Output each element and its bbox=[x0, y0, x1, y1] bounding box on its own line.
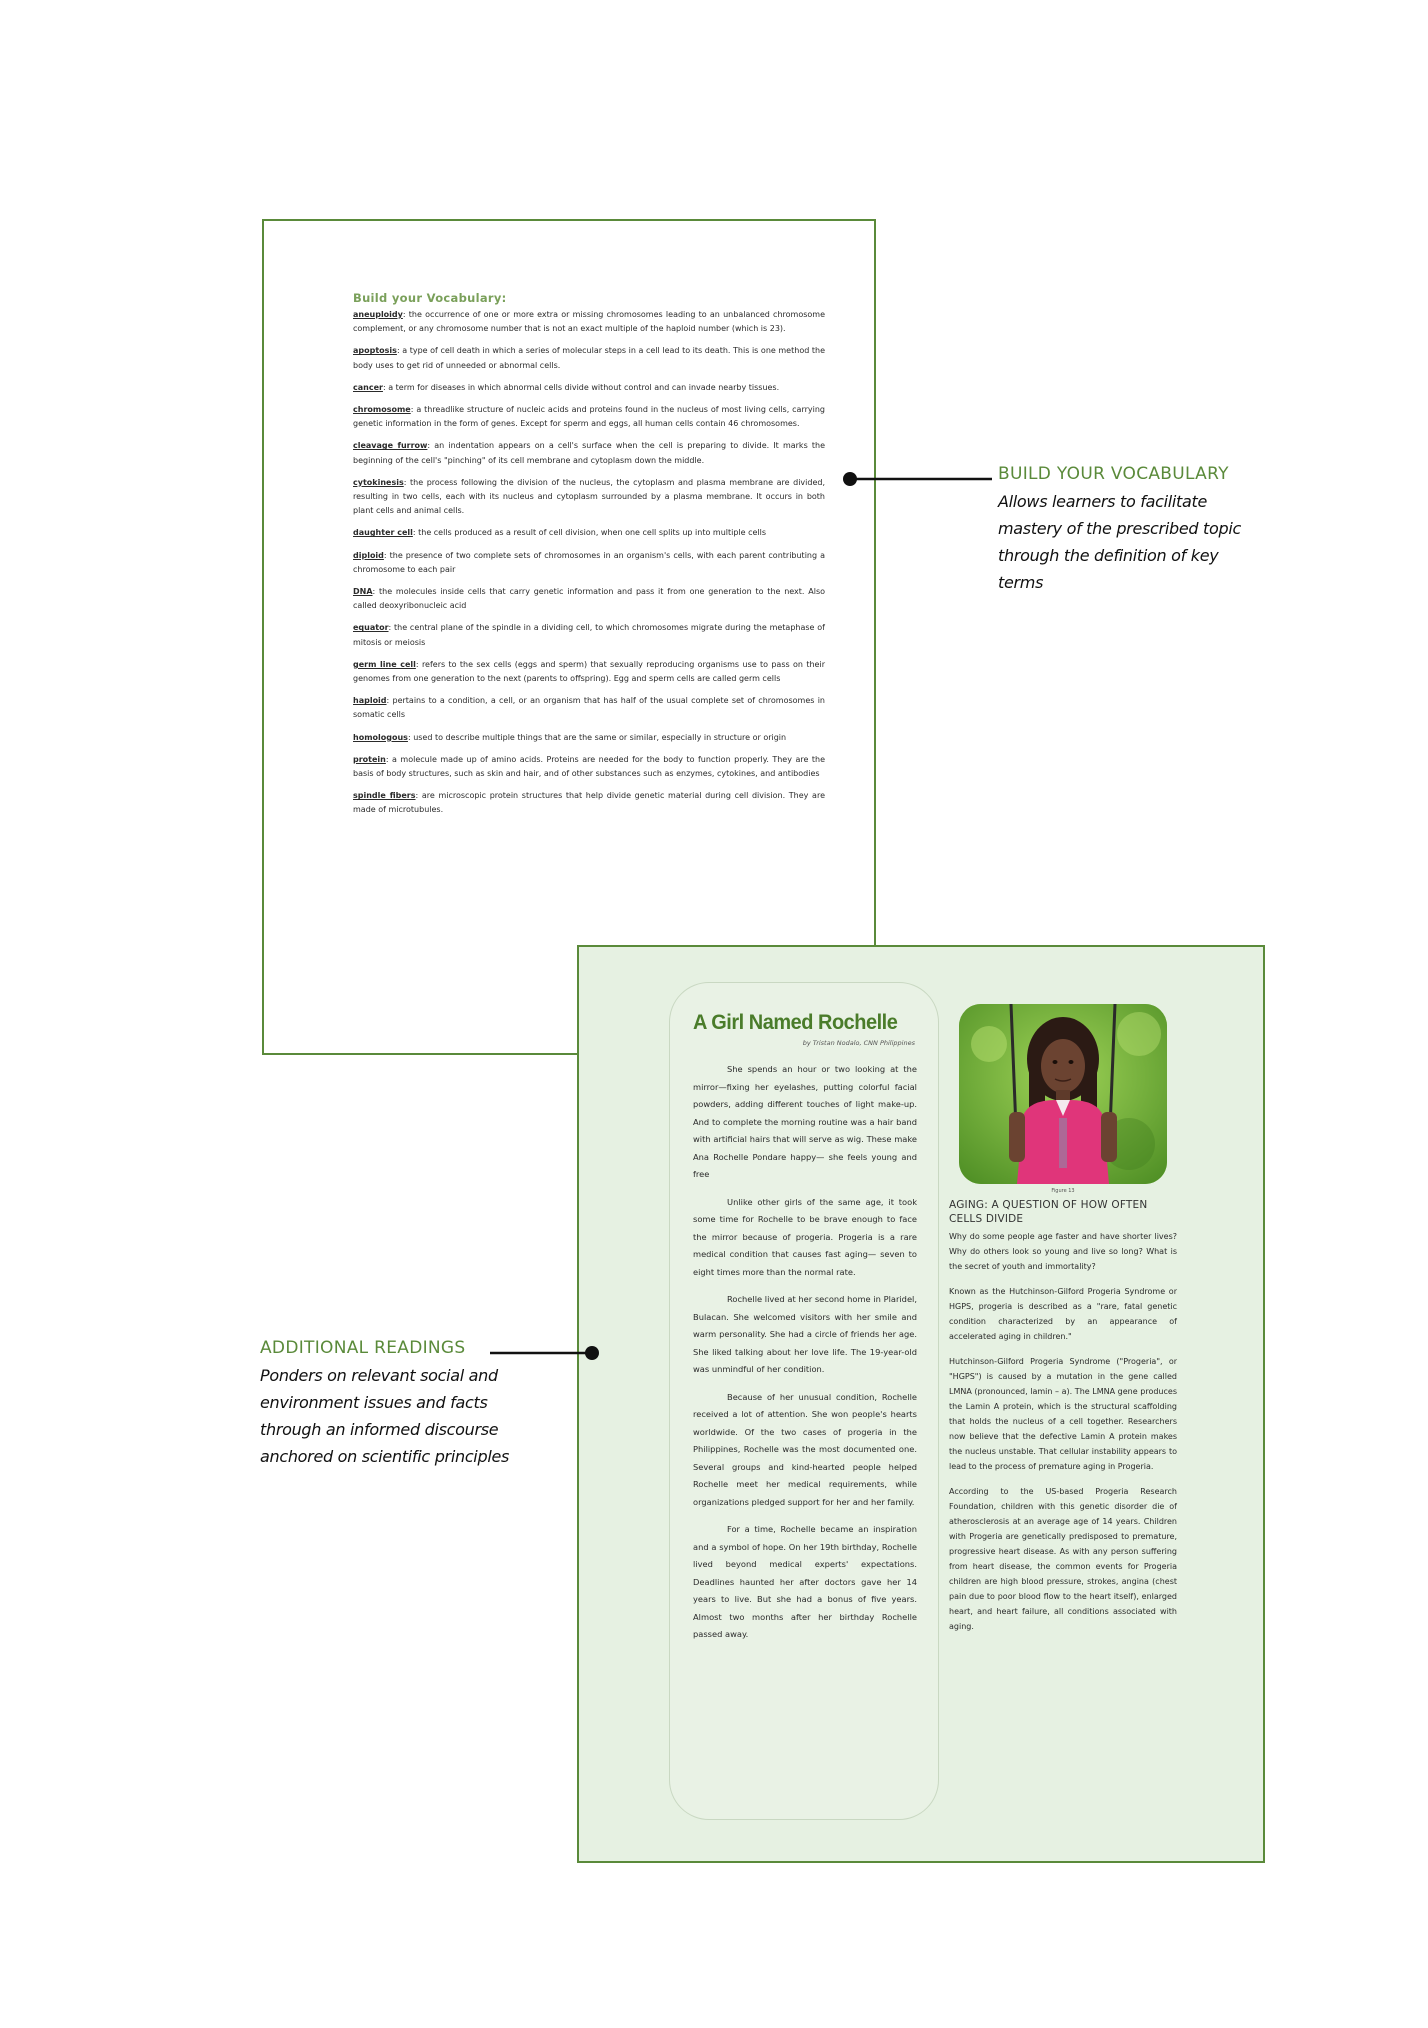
vocab-term-definition: : a type of cell death in which a series of molecular steps in a cell lead to its death. This is one method the body uses to get rid of unneeded or abnormal cells. bbox=[353, 346, 825, 370]
story-paragraph: For a time, Rochelle became an inspiration and a symbol of hope. On her 19th birthday, Rochelle lived beyond medical experts' expectations. Deadlines haunted her after doctors gave her 14 years to live. But she had a bonus of five years. Almost two months after her birthday Rochelle passed away. bbox=[693, 1524, 917, 1639]
vocab-term-word: protein bbox=[353, 754, 386, 764]
vocab-term-word: cleavage furrow bbox=[353, 441, 428, 451]
vocab-term-definition: : the presence of two complete sets of chromosomes in an organism's cells, with each parent contributing a chromosome to each pair bbox=[353, 550, 825, 574]
aging-paragraph: Why do some people age faster and have shorter lives? Why do others look so young and live so long? What is the secret of youth and immortality? bbox=[949, 1232, 1177, 1271]
aging-paragraph: According to the US-based Progeria Research Foundation, children with this genetic disorder die of atherosclerosis at an average age of 14 years. Children with Progeria are genetically predisposed to premature, progressive heart disease. As with any person suffering from heart disease, the common events for Progeria children are high blood pressure, strokes, angina (chest pain due to poor blood flow to the heart itself), enlarged heart, and heart failure, all conditions associated with aging. bbox=[949, 1487, 1177, 1631]
vocab-term-definition: : are microscopic protein structures that help divide genetic material during cell division. They are made of microtubules. bbox=[353, 791, 825, 815]
vocab-term bbox=[353, 526, 825, 540]
vocab-term bbox=[353, 789, 825, 817]
readings-annotation bbox=[260, 1338, 510, 1470]
aging-paragraph: Hutchinson-Gilford Progeria Syndrome ("Progeria", or "HGPS") is caused by a mutation in the gene called LMNA (pronounced, lamin – a). The LMNA gene produces the Lamin A protein, which is the structural scaffolding that holds the nucleus of a cell together. Researchers now believe that the defective Lamin A protein makes the nucleus unstable. That cellular instability appears to lead to the process of premature aging in Progeria. bbox=[949, 1357, 1177, 1471]
story-title: A Girl Named Rochelle bbox=[693, 1011, 898, 1034]
vocab-term-word: chromosome bbox=[353, 405, 411, 415]
rochelle-photo bbox=[959, 1004, 1167, 1184]
vocab-term-definition: : the cells produced as a result of cell division, when one cell splits up into multiple cells bbox=[412, 528, 767, 538]
vocab-term bbox=[353, 439, 825, 467]
story-paragraph: Rochelle lived at her second home in Plaridel, Bulacan. She welcomed visitors with her smile and warm personality. She had a circle of friends her age. She liked talking about her love life. The 19-year-old was unmindful of her condition. bbox=[693, 1294, 917, 1374]
story-paragraph: Because of her unusual condition, Rochelle received a lot of attention. She won people's hearts worldwide. Of the two cases of progeria in the Philippines, Rochelle was the most documented one. Several groups and kind-hearted people helped Rochelle meet her medical requirements, while organizations pledged support for her and her family. bbox=[693, 1391, 917, 1507]
vocabulary-page bbox=[262, 219, 876, 1055]
vocab-annotation-title: BUILD YOUR VOCABULARY bbox=[998, 464, 1229, 484]
vocabulary-list bbox=[353, 308, 825, 818]
vocab-term-word: germ line cell bbox=[353, 659, 416, 669]
vocab-term bbox=[353, 753, 825, 781]
vocab-term bbox=[353, 694, 825, 722]
aging-heading: AGING: A QUESTION OF HOW OFTEN CELLS DIVIDE bbox=[949, 1199, 1148, 1225]
vocab-annotation-description: Allows learners to facilitate mastery of the prescribed topic through the definition of key terms bbox=[998, 492, 1241, 592]
vocab-term-word: DNA bbox=[353, 587, 373, 597]
vocab-term-word: equator bbox=[353, 623, 389, 633]
vocab-term-word: haploid bbox=[353, 696, 387, 706]
vocab-term-definition: : the central plane of the spindle in a dividing cell, to which chromosomes migrate during the metaphase of mitosis or meiosis bbox=[353, 623, 825, 647]
vocab-term-definition: : an indentation appears on a cell's surface when the cell is preparing to divide. It marks the beginning of the cell's "pinching" of its cell membrane and cytoplasm down the middle. bbox=[353, 441, 826, 465]
vocab-term-word: cancer bbox=[353, 382, 383, 392]
vocabulary-heading: Build your Vocabulary: bbox=[353, 291, 507, 305]
story-paragraph: Unlike other girls of the same age, it took some time for Rochelle to be brave enough to face the mirror because of progeria. Progeria is a rare medical condition that causes fast aging— seven to eight times more than the normal rate. bbox=[693, 1196, 917, 1277]
vocab-term bbox=[353, 403, 825, 431]
vocab-term bbox=[353, 731, 825, 745]
readings-connector-dot bbox=[585, 1346, 599, 1360]
aging-column bbox=[949, 1198, 1177, 1644]
vocab-term bbox=[353, 476, 825, 519]
aging-body bbox=[949, 1229, 1177, 1634]
vocab-term-word: cytokinesis bbox=[353, 477, 404, 487]
vocab-term-definition: : used to describe multiple things that are the same or similar, especially in structure or origin bbox=[407, 732, 787, 742]
readings-annotation-title: ADDITIONAL READINGS bbox=[260, 1338, 466, 1358]
vocab-term-word: aneuploidy bbox=[353, 310, 403, 319]
story-body bbox=[693, 1061, 917, 1654]
vocab-term-definition: : the molecules inside cells that carry genetic information and pass it from one generation to the next. Also called deoxyribonucleic acid bbox=[353, 587, 825, 611]
story-paragraph: She spends an hour or two looking at the mirror—fixing her eyelashes, putting colorful facial powders, adding different touches of light make-up. And to complete the morning routine was a hair band with artificial hairs that will serve as wig. These make Ana Rochelle Pondare happy— she feels young and free bbox=[693, 1064, 917, 1179]
additional-reading-page bbox=[577, 945, 1265, 1863]
photo-illustration bbox=[959, 1004, 1167, 1184]
story-panel bbox=[669, 982, 939, 1820]
readings-annotation-description: Ponders on relevant social and environment issues and facts through an informed discourse anchored on scientific principles bbox=[260, 1366, 510, 1466]
vocab-term bbox=[353, 381, 825, 395]
aging-paragraph: Known as the Hutchinson-Gilford Progeria Syndrome or HGPS, progeria is described as a "rare, fatal genetic condition characterized by an appearance of accelerated aging in children." bbox=[949, 1287, 1177, 1341]
vocab-term bbox=[353, 308, 825, 336]
vocab-term bbox=[353, 621, 825, 649]
vocab-term-word: daughter cell bbox=[353, 528, 413, 538]
vocab-term-definition: : a term for diseases in which abnormal cells divide without control and can invade nearby tissues. bbox=[382, 382, 780, 392]
vocab-term-word: spindle fibers bbox=[353, 791, 416, 801]
vocabulary-section bbox=[353, 291, 825, 826]
figure-caption: Figure 13 bbox=[1051, 1188, 1075, 1194]
vocab-term-definition: : the occurrence of one or more extra or missing chromosomes leading to an unbalanced chromosome complement, or any chromosome number that is not an exact multiple of the haploid number (which is 23). bbox=[353, 310, 825, 334]
vocab-term-definition: : a threadlike structure of nucleic acids and proteins found in the nucleus of most living cells, carrying genetic information in the form of genes. Except for sperm and eggs, all human cells contain 46 chromosomes. bbox=[353, 405, 825, 429]
story-byline: by Tristan Nodalo, CNN Philippines bbox=[802, 1039, 915, 1047]
vocab-term bbox=[353, 658, 825, 686]
vocab-term-definition: : a molecule made up of amino acids. Proteins are needed for the body to function properly. They are the basis of body structures, such as skin and hair, and of other substances such as enzymes, cytokines, and antibodies bbox=[353, 754, 825, 779]
vocab-connector bbox=[842, 471, 992, 487]
vocab-annotation bbox=[998, 464, 1268, 596]
vocab-term bbox=[353, 344, 825, 372]
vocab-term-word: apoptosis bbox=[353, 346, 397, 356]
vocab-term-word: homologous bbox=[353, 732, 408, 742]
vocab-term bbox=[353, 549, 825, 577]
vocab-term-definition: : pertains to a condition, a cell, or an organism that has half of the usual complete set of chromosomes in somatic cells bbox=[353, 696, 825, 720]
vocab-term-word: diploid bbox=[353, 550, 384, 560]
vocab-term bbox=[353, 585, 825, 613]
vocab-term-definition: : refers to the sex cells (eggs and sperm) that sexually reproducing organisms use to pass on their genomes from one generation to the next (parents to offspring). Egg and sperm cells are called germ cells bbox=[353, 659, 825, 684]
vocab-term-definition: : the process following the division of the nucleus, the cytoplasm and plasma membrane are divided, resulting in two cells, each with its nucleus and cytoplasm surrounded by a plasma membrane. It occurs in both plant cells and animal cells. bbox=[353, 477, 825, 516]
